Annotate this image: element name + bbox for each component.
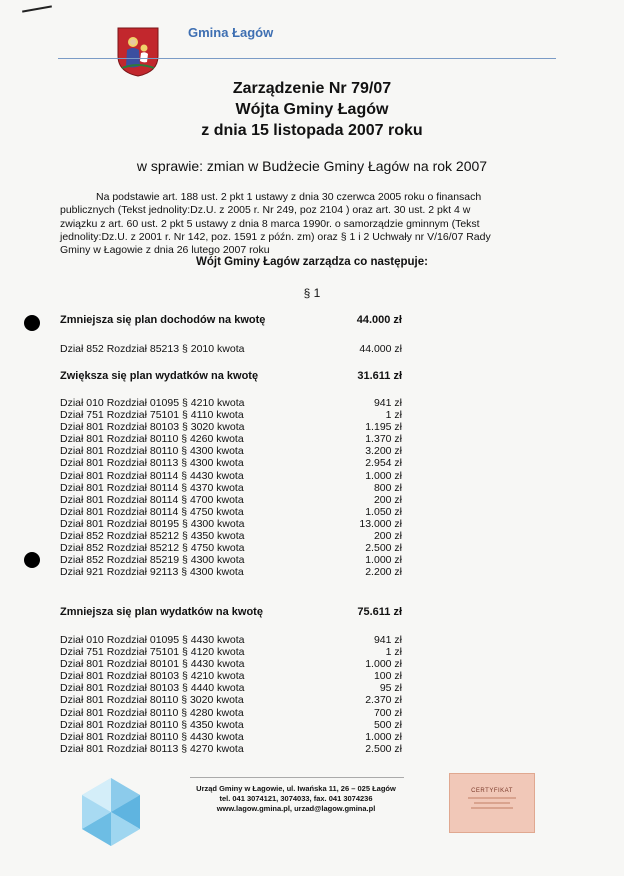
row-label: Dział 921 Rozdział 92113 § 4300 kwota	[60, 566, 244, 579]
row-label: Dział 801 Rozdział 80114 § 4700 kwota	[60, 493, 244, 506]
row-amount: 100 zł	[373, 670, 402, 683]
crystal-logo-icon	[80, 776, 142, 848]
row-label: Dział 801 Rozdział 80101 § 4430 kwota	[60, 658, 245, 671]
budget-row	[60, 542, 402, 554]
row-label: Dział 010 Rozdział 01095 § 4430 kwota	[60, 634, 245, 646]
budget-row	[60, 658, 402, 670]
row-amount: 500 zł	[373, 718, 402, 731]
title-line-3: z dnia 15 listopada 2007 roku	[201, 122, 423, 139]
row-label: Dział 751 Rozdział 75101 § 4110 kwota	[60, 409, 244, 422]
budget-row	[60, 409, 402, 421]
row-amount: 941 zł	[373, 397, 402, 409]
row-label: Dział 801 Rozdział 80103 § 4440 kwota	[60, 682, 245, 695]
row-amount: 1.050 zł	[365, 505, 402, 518]
row-amount: 2.954 zł	[365, 457, 402, 470]
row-label: Dział 801 Rozdział 80114 § 4430 kwota	[60, 469, 244, 482]
row-label: Dział 751 Rozdział 75101 § 4120 kwota	[60, 646, 245, 659]
title-line-1: Zarządzenie Nr 79/07	[232, 80, 392, 97]
row-amount: 1 zł	[385, 409, 402, 422]
budget-row	[60, 457, 402, 469]
footer-divider	[190, 777, 404, 778]
decree-statement: Wójt Gminy Łagów zarządza co następuje:	[196, 256, 428, 268]
row-amount: 13.000 zł	[359, 517, 402, 530]
paragraph-mark: § 1	[303, 286, 321, 300]
budget-row	[60, 433, 402, 445]
row-label: Dział 010 Rozdział 01095 § 4210 kwota	[60, 397, 245, 409]
row-label: Dział 801 Rozdział 80110 § 4260 kwota	[60, 433, 244, 446]
row-amount: 2.500 zł	[365, 742, 402, 755]
row-amount: 800 zł	[373, 481, 402, 494]
row-label: Dział 801 Rozdział 80110 § 4350 kwota	[60, 718, 244, 731]
expense-decrease-heading: Zmniejsza się plan wydatków na kwotę	[60, 606, 263, 618]
certificate-line	[471, 807, 513, 809]
item-label: Dział 852 Rozdział 85213 § 2010 kwota	[60, 343, 245, 355]
budget-row	[60, 731, 402, 743]
budget-row	[60, 682, 402, 694]
income-decrease-item	[60, 343, 402, 355]
row-amount: 1.000 zł	[365, 469, 402, 482]
row-amount: 1 zł	[385, 646, 402, 659]
row-amount: 1.370 zł	[365, 433, 402, 446]
title-line-2: Wójta Gminy Łagów	[235, 101, 389, 118]
row-label: Dział 852 Rozdział 85212 § 4350 kwota	[60, 530, 245, 543]
budget-row	[60, 494, 402, 506]
row-amount: 2.500 zł	[365, 542, 402, 555]
row-amount: 1.000 zł	[365, 554, 402, 567]
expense-increase-heading: Zwiększa się plan wydatków na kwotę	[60, 370, 259, 382]
budget-row	[60, 694, 402, 706]
budget-row	[60, 397, 402, 409]
row-amount: 2.200 zł	[365, 566, 402, 579]
row-amount: 2.370 zł	[365, 694, 402, 707]
income-decrease-heading: Zmniejsza się plan dochodów na kwotę	[60, 314, 266, 326]
header-divider	[58, 58, 556, 59]
punch-hole	[24, 552, 40, 568]
budget-row	[60, 470, 402, 482]
row-label: Dział 801 Rozdział 80110 § 4300 kwota	[60, 445, 244, 458]
subject-line: w sprawie: zmian w Budżecie Gminy Łagów na rok 2007	[136, 158, 488, 174]
budget-row	[60, 719, 402, 731]
row-label: Dział 801 Rozdział 80114 § 4750 kwota	[60, 505, 244, 518]
budget-row	[60, 518, 402, 530]
budget-row	[60, 445, 402, 457]
row-label: Dział 801 Rozdział 80103 § 3020 kwota	[60, 421, 245, 434]
budget-row	[60, 530, 402, 542]
row-label: Dział 801 Rozdział 80110 § 4430 kwota	[60, 730, 244, 743]
budget-row	[60, 670, 402, 682]
row-amount: 941 zł	[373, 634, 402, 646]
budget-row	[60, 554, 402, 566]
row-label: Dział 801 Rozdział 80103 § 4210 kwota	[60, 670, 245, 683]
row-label: Dział 801 Rozdział 80113 § 4270 kwota	[60, 742, 244, 755]
row-label: Dział 801 Rozdział 80110 § 4280 kwota	[60, 706, 244, 719]
footer-address: Urząd Gminy w Łagowie, ul. Iwańska 11, 26 – 025 Łagów	[196, 784, 396, 793]
expense-decrease-total: 75.611 zł	[357, 606, 402, 618]
legal-basis: Na podstawie art. 188 ust. 2 pkt 1 ustawy z dnia 30 czerwca 2005 roku o finansach publicznych (Tekst jednolity:Dz.U. z 2005 r. Nr 249, poz 2104 ) oraz art. 30 ust. 2 pkt 4 w związku z art. 60 ust. 2 pkt 5 ustawy z dnia 8 marca 1990r. o samorządzie gminnym (Tekst jednolity:Dz.U. z 2001 r. Nr 142, poz. 1591 z późn. zm) oraz § 1 i 2 Uchwały nr V/16/07 Rady Gminy w Łagowie z dnia 26 lutego 2007 roku	[60, 191, 491, 257]
item-amount: 44.000 zł	[359, 343, 402, 355]
budget-row	[60, 566, 402, 578]
row-amount: 200 zł	[373, 493, 402, 506]
row-amount: 200 zł	[373, 530, 402, 543]
budget-row	[60, 707, 402, 719]
row-label: Dział 852 Rozdział 85212 § 4750 kwota	[60, 542, 245, 555]
row-label: Dział 801 Rozdział 80195 § 4300 kwota	[60, 517, 245, 530]
certificate-line	[474, 802, 510, 804]
row-amount: 1.195 zł	[365, 421, 402, 434]
scan-mark	[22, 5, 52, 12]
coat-of-arms-icon	[116, 26, 160, 78]
row-amount: 1.000 zł	[365, 730, 402, 743]
footer-phone: tel. 041 3074121, 3074033, fax. 041 3074236	[219, 794, 373, 803]
expense-increase-list	[60, 397, 402, 578]
budget-row	[60, 421, 402, 433]
income-decrease-total: 44.000 zł	[356, 314, 402, 326]
row-amount: 95 zł	[379, 682, 402, 695]
row-label: Dział 852 Rozdział 85219 § 4300 kwota	[60, 554, 245, 567]
row-label: Dział 801 Rozdział 80110 § 3020 kwota	[60, 694, 244, 707]
budget-row	[60, 482, 402, 494]
row-label: Dział 801 Rozdział 80114 § 4370 kwota	[60, 481, 244, 494]
certificate-badge	[449, 773, 535, 833]
row-amount: 3.200 zł	[365, 445, 402, 458]
row-amount: 1.000 zł	[365, 658, 402, 671]
expense-increase-total: 31.611 zł	[357, 370, 402, 382]
expense-decrease-list	[60, 634, 402, 755]
budget-row	[60, 646, 402, 658]
budget-row	[60, 743, 402, 755]
budget-row	[60, 634, 402, 646]
certificate-label: CERTYFIKAT	[471, 788, 513, 794]
certificate-line	[468, 797, 516, 799]
row-amount: 700 zł	[373, 706, 402, 719]
org-name: Gmina Łagów	[188, 25, 274, 40]
budget-row	[60, 506, 402, 518]
punch-hole	[24, 315, 40, 331]
row-label: Dział 801 Rozdział 80113 § 4300 kwota	[60, 457, 244, 470]
footer-web: www.lagow.gmina.pl, urzad@lagow.gmina.pl	[216, 804, 376, 813]
